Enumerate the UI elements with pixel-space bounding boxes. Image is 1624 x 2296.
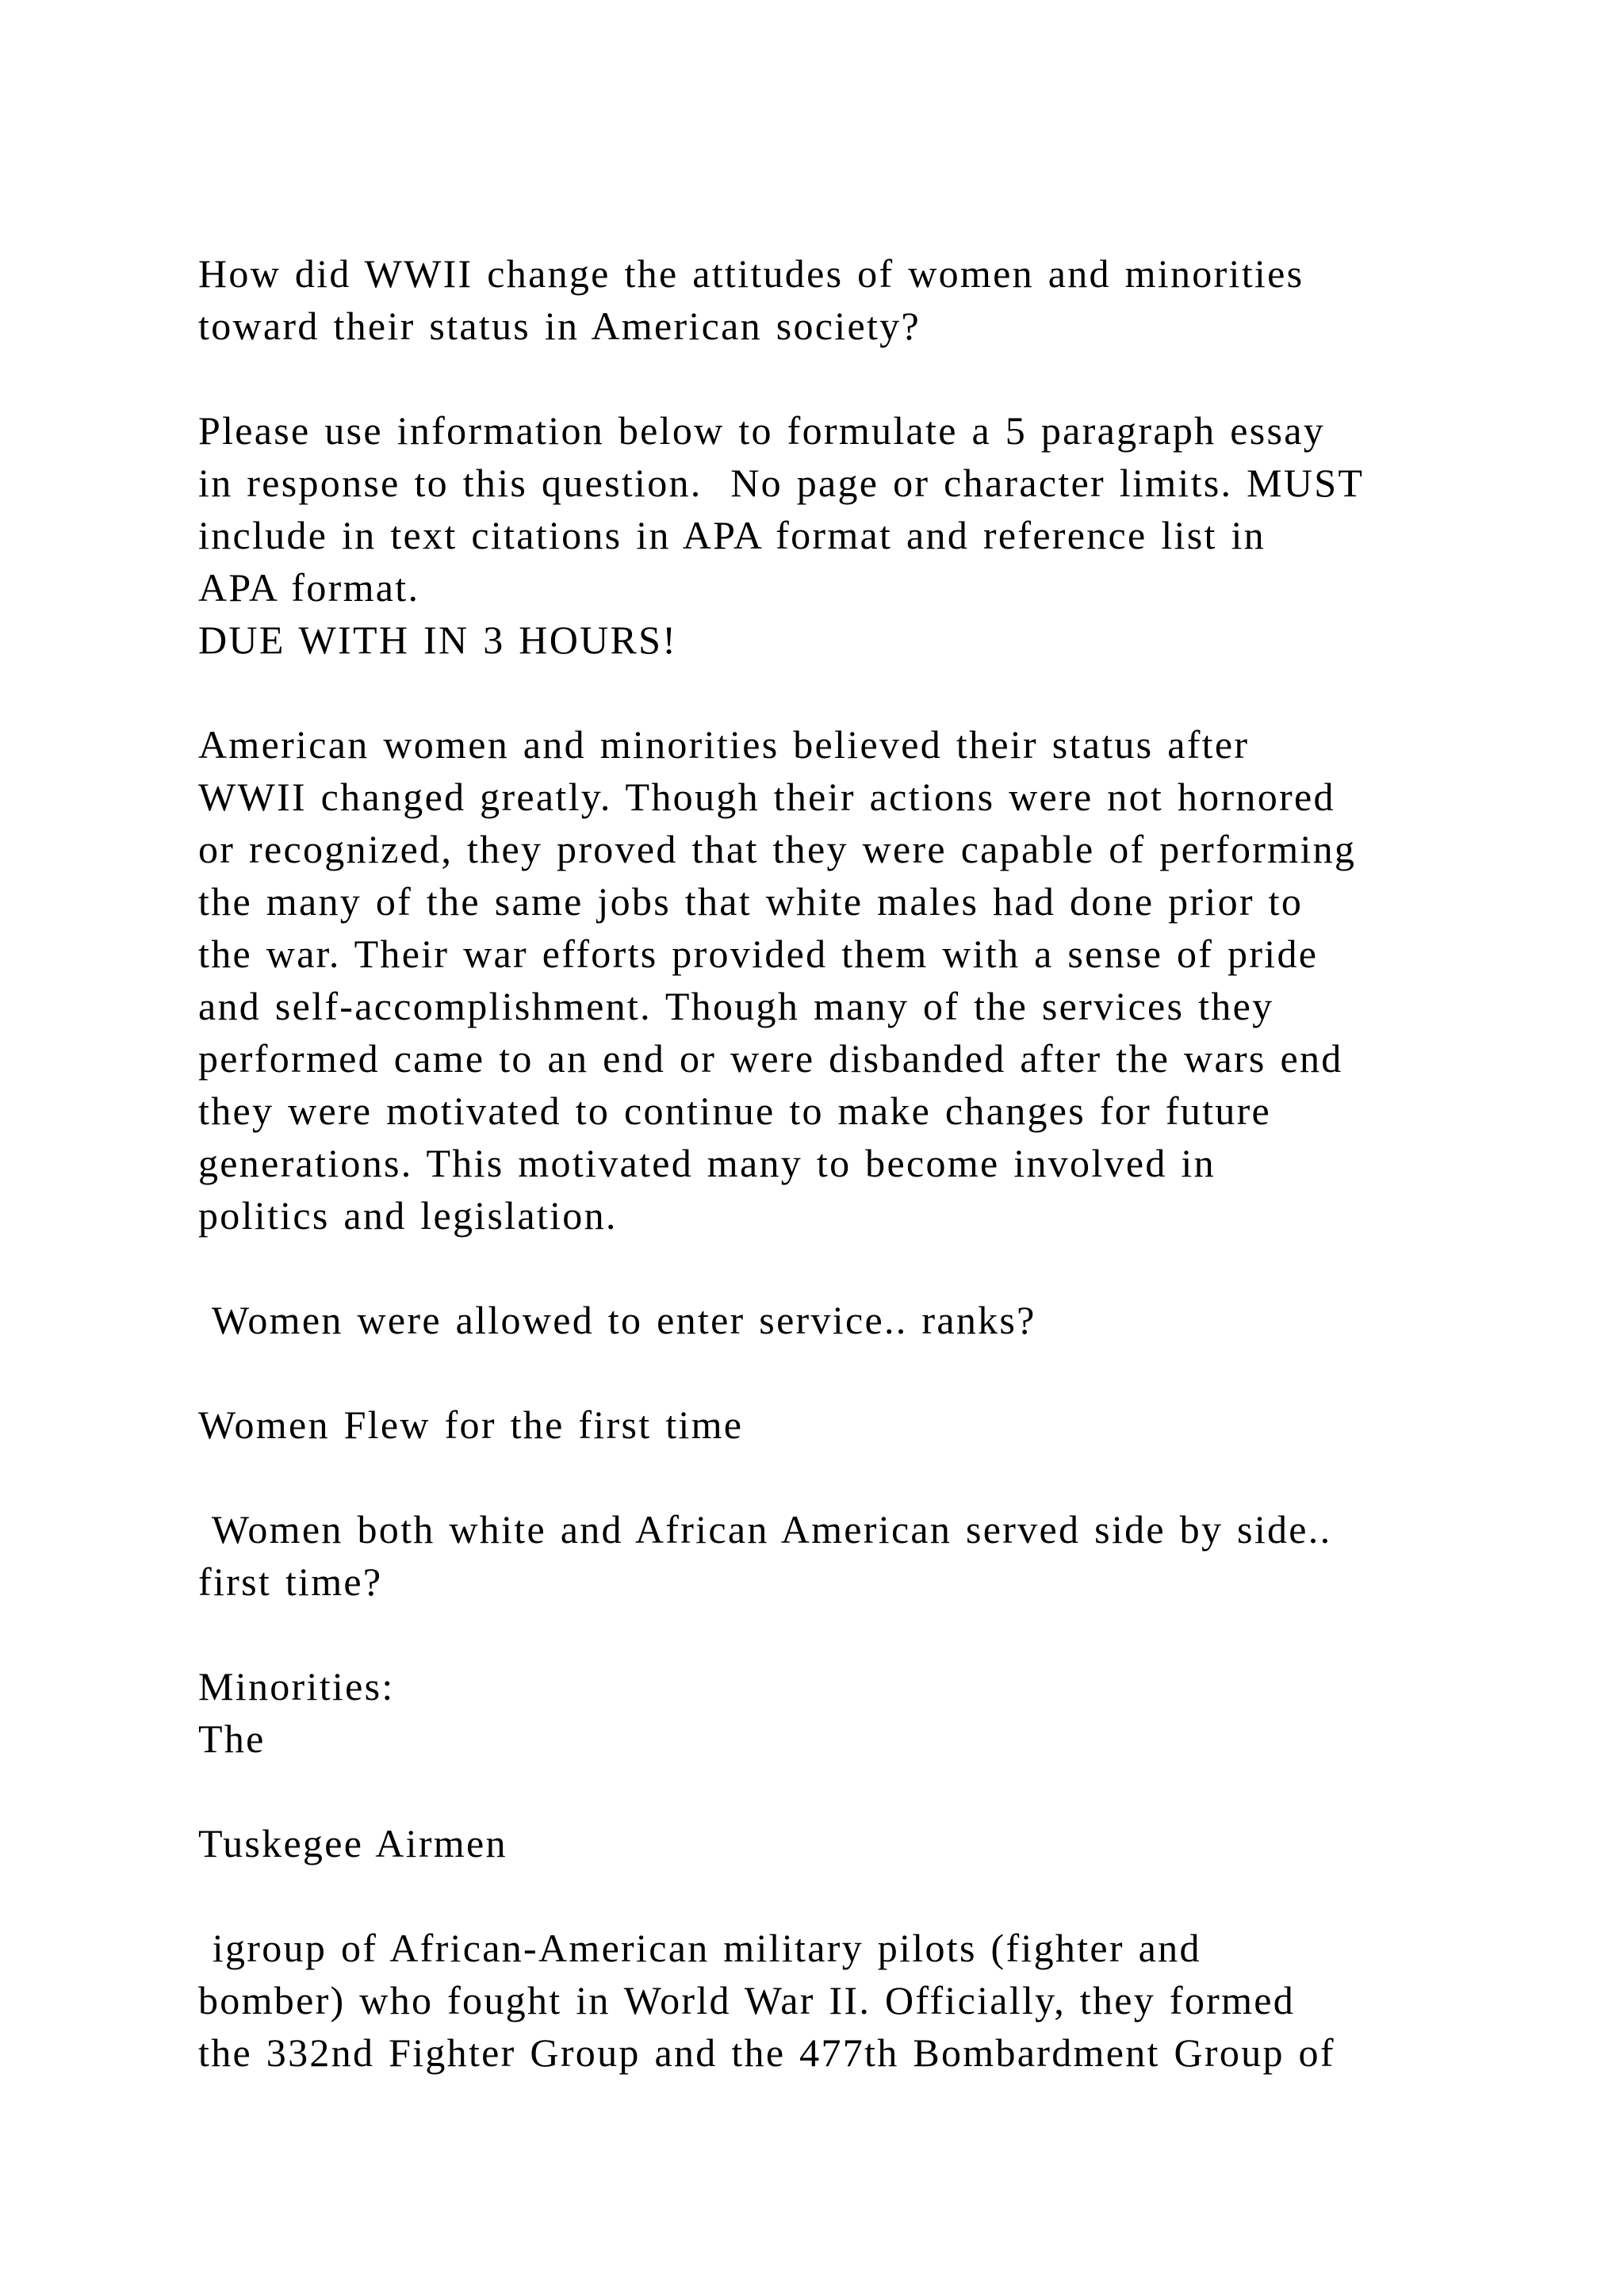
blank-line — [198, 1242, 1546, 1294]
text-line: American women and minorities believed their status after — [198, 722, 1250, 767]
text-line: performed came to an end or were disbanded after the wars end — [198, 1036, 1343, 1081]
blank-line — [198, 1451, 1546, 1503]
text-line: Women both white and African American served side by side.. — [198, 1507, 1332, 1552]
blank-line — [198, 666, 1546, 718]
blank-line — [198, 1869, 1546, 1922]
text-line: igroup of African-American military pilots (fighter and — [198, 1926, 1201, 1970]
blank-line — [198, 1608, 1546, 1660]
text-line: Women Flew for the first time — [198, 1402, 744, 1447]
text-line: generations. This motivated many to become involved in — [198, 1141, 1216, 1185]
text-line: Minorities: — [198, 1664, 395, 1709]
text-line: or recognized, they proved that they were capable of performing — [198, 827, 1357, 871]
text-line: Please use information below to formulate a 5 paragraph essay — [198, 408, 1326, 453]
document-body — [198, 247, 1546, 2079]
blank-line — [198, 352, 1546, 404]
text-line: the 332nd Fighter Group and the 477th Bombardment Group of — [198, 2030, 1335, 2075]
text-line: in response to this question. No page or character limits. MUST — [198, 461, 1365, 505]
blank-line — [198, 1346, 1546, 1399]
blank-line — [198, 1765, 1546, 1817]
text-line: toward their status in American society? — [198, 304, 921, 348]
text-line: the war. Their war efforts provided them with a sense of pride — [198, 932, 1319, 976]
text-line: first time? — [198, 1559, 383, 1604]
text-line: How did WWII change the attitudes of women and minorities — [198, 251, 1304, 296]
text-line: DUE WITH IN 3 HOURS! — [198, 618, 678, 662]
text-line: Women were allowed to enter service.. ranks? — [198, 1298, 1036, 1342]
text-line: APA format. — [198, 565, 420, 610]
text-line: The — [198, 1716, 266, 1761]
text-line: the many of the same jobs that white males had done prior to — [198, 879, 1304, 924]
text-line: politics and legislation. — [198, 1193, 618, 1238]
text-line: bomber) who fought in World War II. Officially, they formed — [198, 1978, 1296, 2022]
text-line: Tuskegee Airmen — [198, 1821, 508, 1866]
text-line: they were motivated to continue to make changes for future — [198, 1089, 1272, 1133]
text-line: and self-accomplishment. Though many of the services they — [198, 984, 1274, 1028]
text-line: include in text citations in APA format and reference list in — [198, 513, 1266, 557]
text-line: WWII changed greatly. Though their actions were not hornored — [198, 775, 1335, 819]
